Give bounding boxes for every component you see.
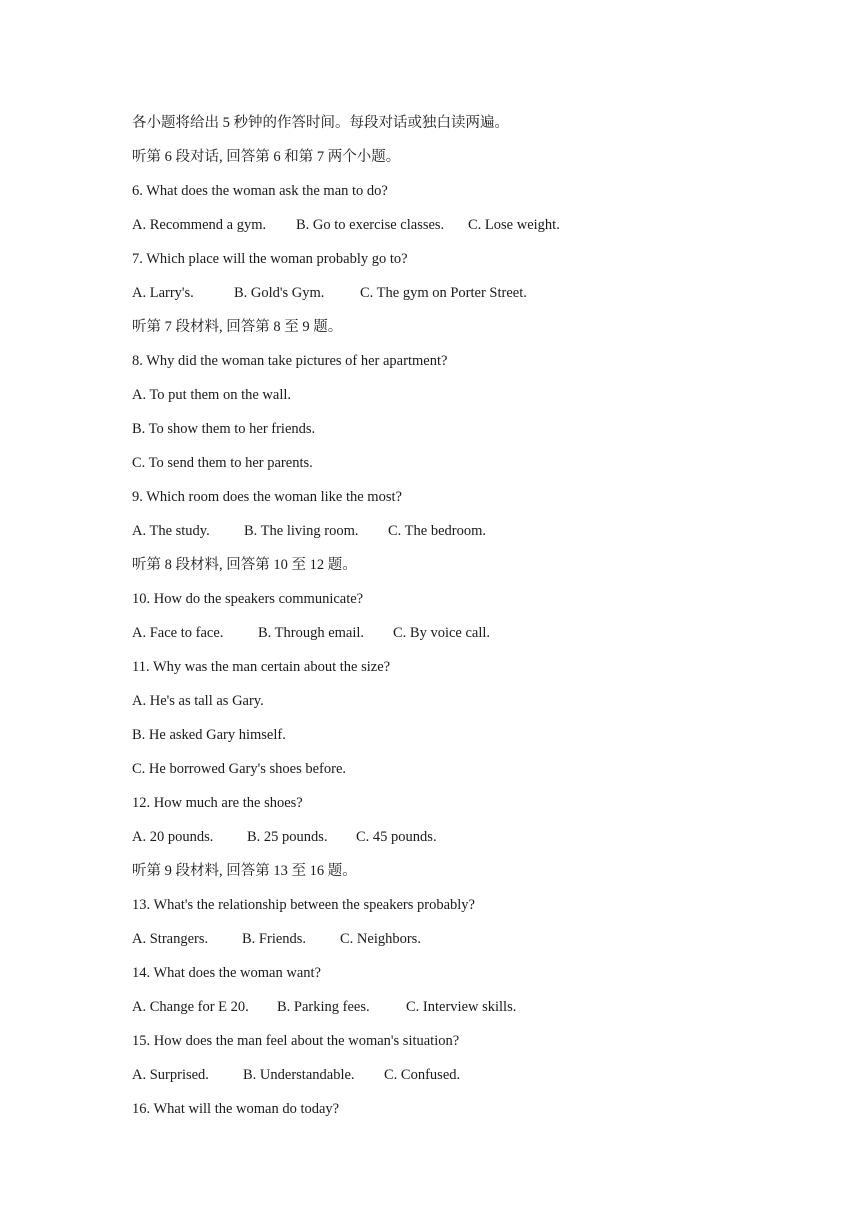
section-heading: 听第 9 段材料, 回答第 13 至 16 题。 <box>132 863 357 879</box>
option-a: A. He's as tall as Gary. <box>132 693 264 709</box>
option-a: A. Strangers. <box>132 931 209 947</box>
option-c: C. 45 pounds. <box>356 829 437 845</box>
option-b: B. The living room. <box>244 523 359 539</box>
option-a: A. Face to face. <box>132 625 224 641</box>
section-heading: 听第 8 段材料, 回答第 10 至 12 题。 <box>132 557 357 573</box>
option-b: B. Friends. <box>242 931 307 947</box>
option-b: B. Go to exercise classes. <box>296 217 445 233</box>
option-c: C. He borrowed Gary's shoes before. <box>132 761 347 777</box>
question-stem: 9. Which room does the woman like the most? <box>132 489 402 505</box>
option-c: C. Interview skills. <box>406 999 517 1015</box>
option-a: A. Surprised. <box>132 1067 209 1083</box>
option-c: C. By voice call. <box>393 625 491 641</box>
question-stem: 8. Why did the woman take pictures of her apartment? <box>132 353 448 369</box>
option-a: A. 20 pounds. <box>132 829 214 845</box>
option-a: A. To put them on the wall. <box>132 387 292 403</box>
question-stem: 11. Why was the man certain about the size? <box>132 659 391 675</box>
option-c: C. Confused. <box>384 1067 461 1083</box>
question-stem: 6. What does the woman ask the man to do? <box>132 183 388 199</box>
option-c: C. Lose weight. <box>468 217 560 233</box>
option-a: A. Recommend a gym. <box>132 217 267 233</box>
intro-text: 各小题将给出 5 秒钟的作答时间。每段对话或独白读两遍。 <box>132 115 509 131</box>
option-b: B. Gold's Gym. <box>234 285 325 301</box>
option-c: C. To send them to her parents. <box>132 455 313 471</box>
option-b: B. To show them to her friends. <box>132 421 316 437</box>
option-c: C. Neighbors. <box>340 931 421 947</box>
option-b: B. 25 pounds. <box>247 829 328 845</box>
option-a: A. Change for E 20. <box>132 999 249 1015</box>
question-stem: 13. What's the relationship between the speakers probably? <box>132 897 475 913</box>
option-b: B. Understandable. <box>243 1067 355 1083</box>
question-stem: 15. How does the man feel about the woman's situation? <box>132 1033 460 1049</box>
option-a: A. Larry's. <box>132 285 194 301</box>
option-a: A. The study. <box>132 523 210 539</box>
question-stem: 7. Which place will the woman probably go to? <box>132 251 408 267</box>
question-stem: 14. What does the woman want? <box>132 965 321 981</box>
option-c: C. The gym on Porter Street. <box>360 285 527 301</box>
option-c: C. The bedroom. <box>388 523 486 539</box>
option-b: B. Parking fees. <box>277 999 370 1015</box>
section-heading: 听第 7 段材料, 回答第 8 至 9 题。 <box>132 319 343 335</box>
option-b: B. He asked Gary himself. <box>132 727 286 743</box>
section-heading: 听第 6 段对话, 回答第 6 和第 7 两个小题。 <box>132 149 401 165</box>
question-stem: 10. How do the speakers communicate? <box>132 591 364 607</box>
option-b: B. Through email. <box>258 625 365 641</box>
question-stem: 12. How much are the shoes? <box>132 795 303 811</box>
question-stem: 16. What will the woman do today? <box>132 1101 340 1117</box>
